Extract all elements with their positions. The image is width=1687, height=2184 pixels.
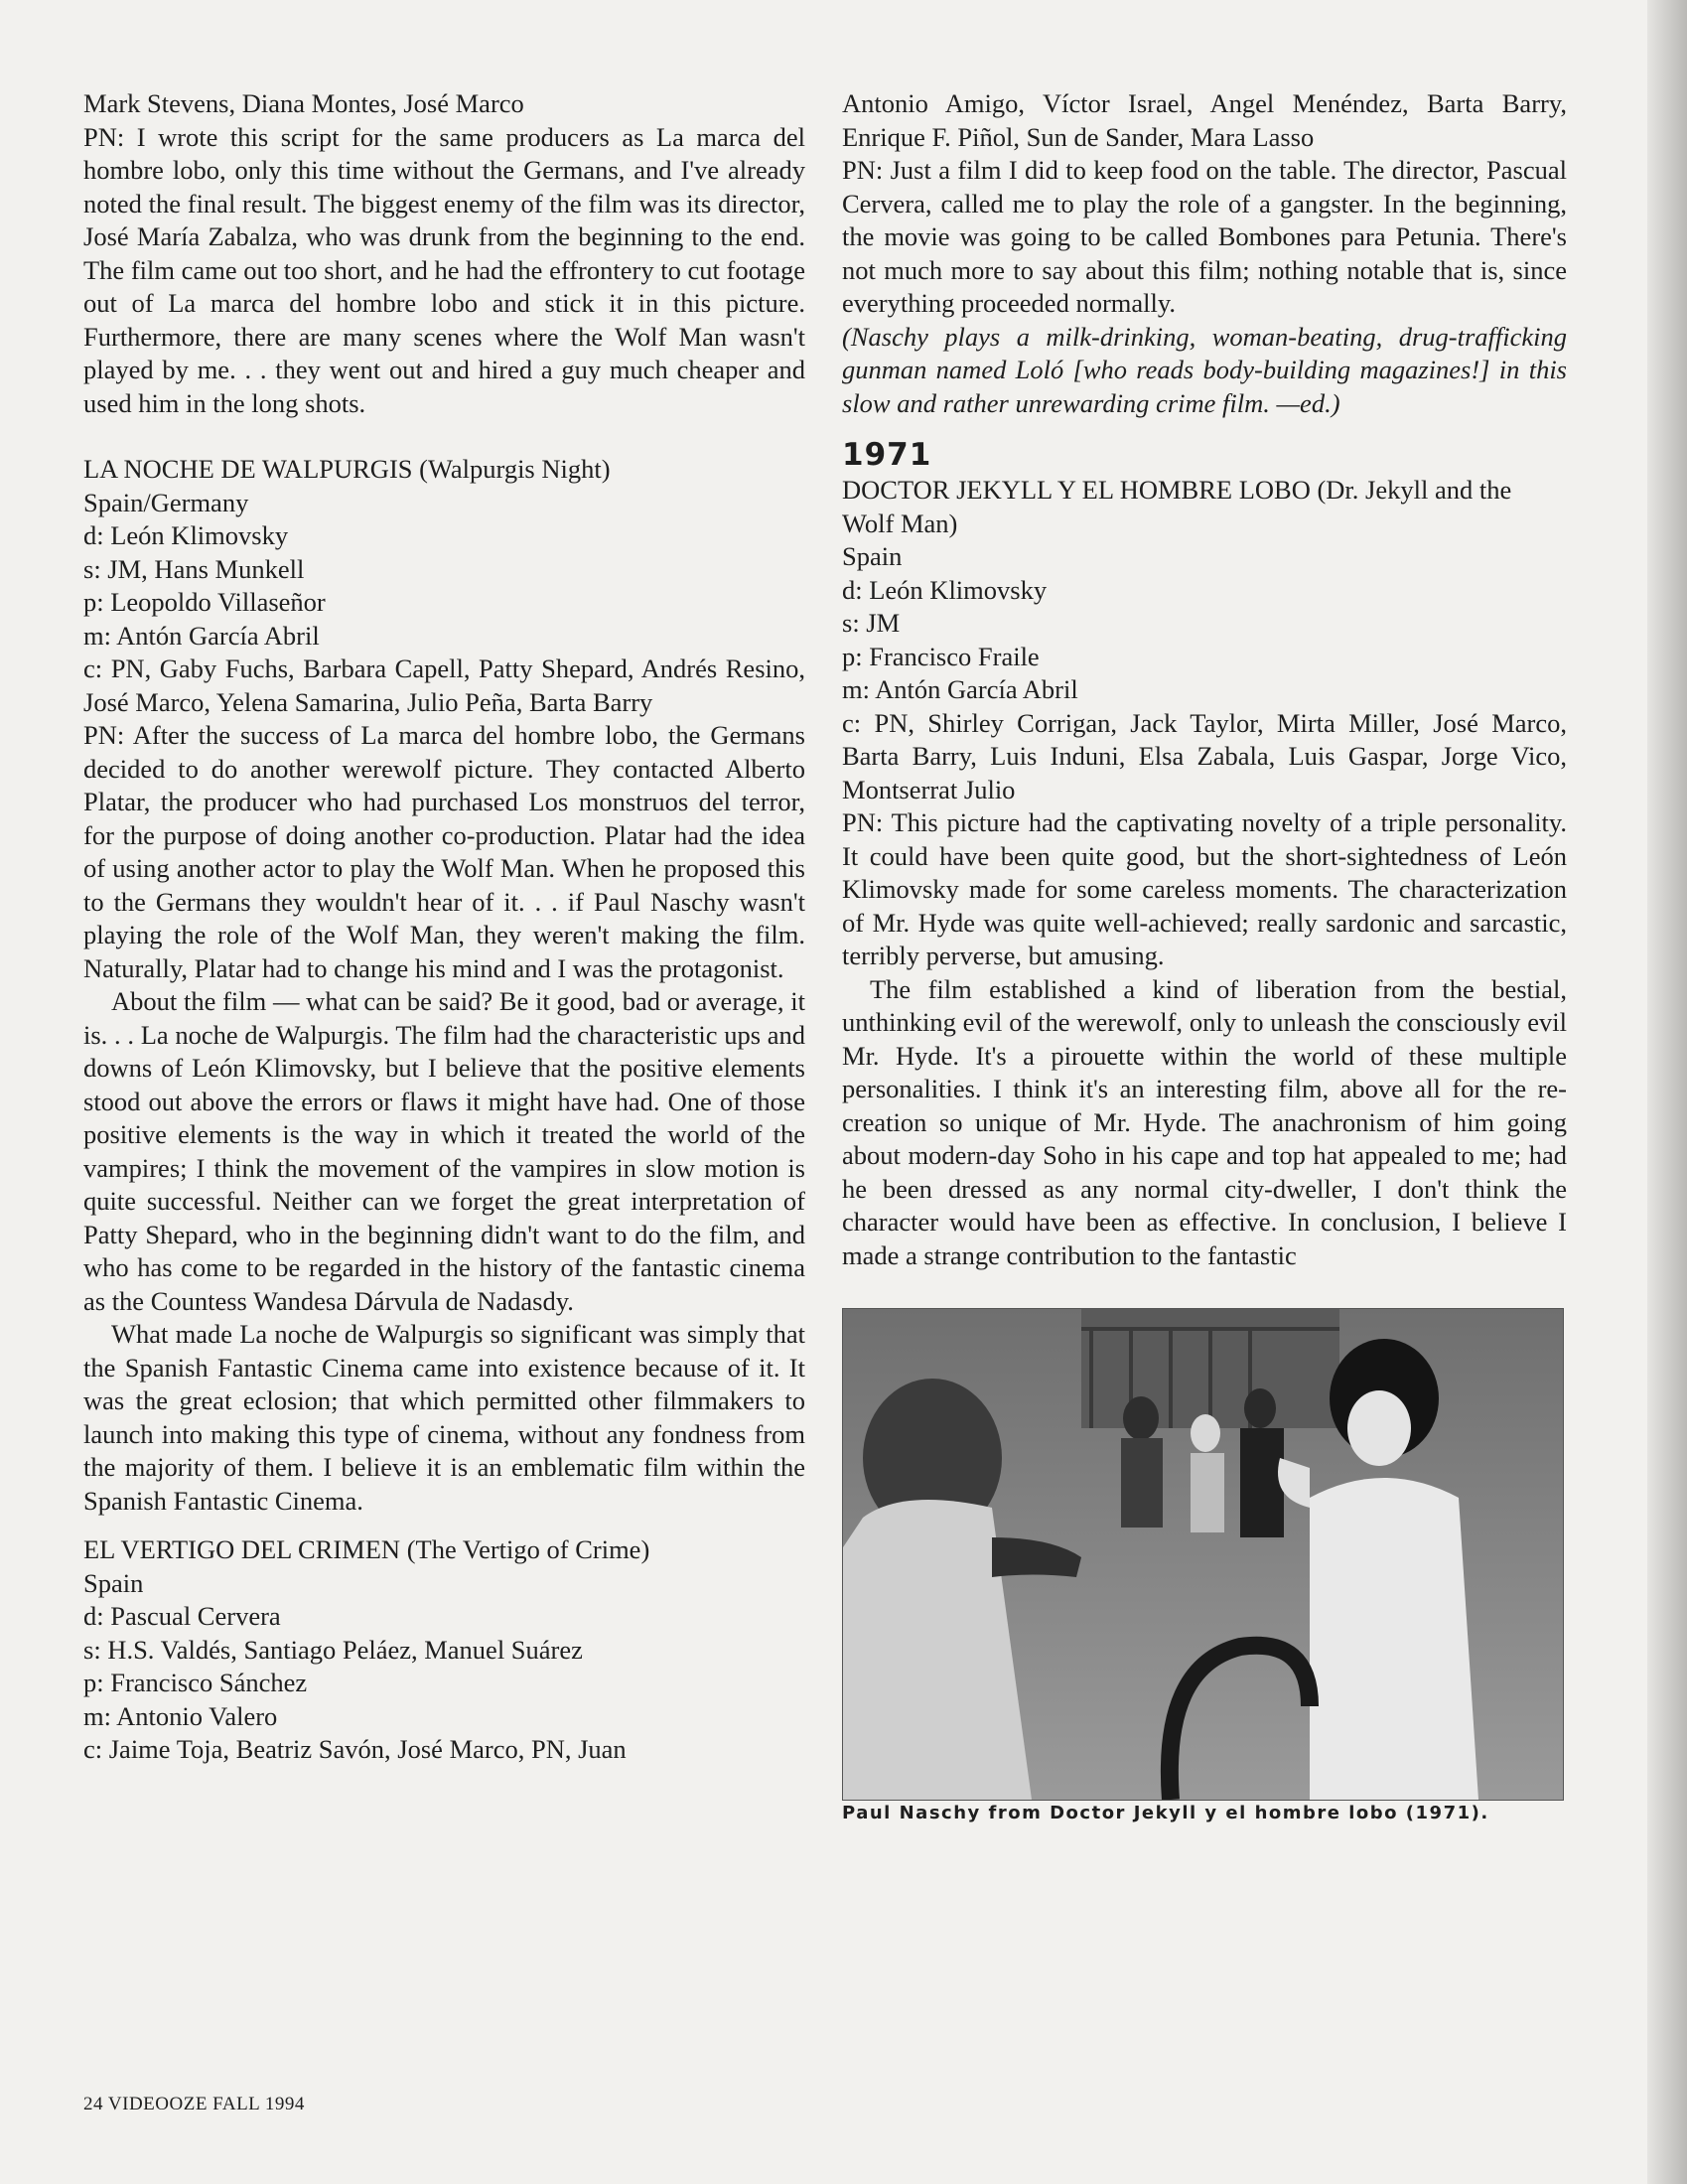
credit-music: m: Antón García Abril (83, 620, 320, 651)
credit-producer: p: Leopoldo Villaseñor (83, 587, 326, 617)
credit-cast: c: PN, Shirley Corrigan, Jack Taylor, Mirta Miller, José Marco, Barta Barry, Luis Induni, Elsa Zabala, Luis Gaspar, Jorge Vico, Montserrat Julio (842, 707, 1567, 804)
film-title: DOCTOR JEKYLL Y EL HOMBRE LOBO (Dr. Jekyll and the Wolf Man) (842, 475, 1512, 538)
editor-note: (Naschy plays a milk-drinking, woman-beating, drug-trafficking gunman named Loló [who reads body-building magazines!] in this slow and rather unrewarding crime film. —ed.) (842, 321, 1567, 418)
cast-continuation: Mark Stevens, Diana Montes, José Marco (83, 88, 524, 118)
page-footer: 24 VIDEOOZE FALL 1994 (83, 2094, 305, 2114)
year-heading: 1971 (842, 437, 932, 473)
paragraph: PN: After the success of La marca del hombre lobo, the Germans decided to do another werewolf picture. They contacted Alberto Platar, the producer who had purchased Los monstruos del terror, for the purpose of doing another co-production. Platar had the idea of using another actor to play the Wolf Man. When he proposed this to the Germans they wouldn't hear of it. . . if Paul Naschy wasn't playing the role of the Wolf Man, they weren't making the film. Naturally, Platar had to change his mind and I was the protagonist. (83, 720, 805, 983)
credit-script: s: JM (842, 608, 901, 638)
film-country: Spain/Germany (83, 487, 249, 517)
credit-director: d: León Klimovsky (83, 520, 289, 550)
credit-music: m: Antón García Abril (842, 674, 1078, 704)
credit-director: d: Pascual Cervera (83, 1601, 281, 1631)
credit-cast: c: Jaime Toja, Beatriz Savón, José Marco, PN, Juan (83, 1734, 627, 1764)
credit-producer: p: Francisco Sánchez (83, 1668, 308, 1697)
film-title: LA NOCHE DE WALPURGIS (Walpurgis Night) (83, 454, 611, 484)
paragraph: PN: This picture had the captivating novelty of a triple personality. It could have been quite good, but the short-sightedness of León Klimovsky made for some careless moments. The characterization of Mr. Hyde was quite well-achieved; really sardonic and sarcastic, terribly perverse, but amusing. (842, 807, 1567, 970)
credit-director: d: León Klimovsky (842, 574, 1048, 605)
credit-script: s: H.S. Valdés, Santiago Peláez, Manuel Suárez (83, 1634, 583, 1665)
paragraph: PN: I wrote this script for the same producers as La marca del hombre lobo, only this time without the Germans, and I've already noted the final result. The biggest enemy of the film was its director, José María Zabalza, who was drunk from the beginning to the end. The film came out too short, and he had the effrontery to cut footage out of La marca del hombre lobo and stick it in this picture. Furthermore, there are many scenes where the Wolf Man wasn't played by me. . . they went out and hired a guy much cheaper and used him in the long shots. (83, 121, 805, 418)
film-title: EL VERTIGO DEL CRIMEN (The Vertigo of Crime) (83, 1534, 650, 1564)
credit-cast: c: PN, Gaby Fuchs, Barbara Capell, Patty Shepard, Andrés Resino, José Marco, Yelena Samarina, Julio Peña, Barta Barry (83, 654, 805, 717)
cast-continuation: Antonio Amigo, Víctor Israel, Angel Menéndez, Barta Barry, Enrique F. Piñol, Sun de Sander, Mara Lasso (842, 88, 1567, 152)
credit-script: s: JM, Hans Munkell (83, 553, 305, 584)
page-edge-shadow (1647, 0, 1687, 2184)
paragraph: The film established a kind of liberation from the bestial, unthinking evil of the werewolf, only to unleash the consciously evil Mr. Hyde. It's a pirouette within the world of these multiple personalities. I think it's an interesting film, above all for the re-creation so unique of Mr. Hyde. The anachronism of him going about modern-day Soho in his cape and top hat appealed to me; had he been dressed as any normal city-dweller, I don't think the character would have been as effective. In conclusion, I believe I made a strange contribution to the fantastic (842, 973, 1567, 1270)
film-country: Spain (842, 541, 903, 571)
paragraph: What made La noche de Walpurgis so significant was simply that the Spanish Fantastic Cinema came into existence because of it. It was the great eclosion; that which permitted other filmmakers to launch into making this type of cinema, without any fondness from the majority of them. I believe it is an emblematic film within the Spanish Fantastic Cinema. (83, 1319, 805, 1516)
photo-caption: Paul Naschy from Doctor Jekyll y el hombre lobo (1971). (842, 1803, 1489, 1823)
film-still-photo (842, 1308, 1564, 1801)
paragraph: About the film — what can be said? Be it good, bad or average, it is. . . La noche de Walpurgis. The film had the characteristic ups and downs of León Klimovsky, but I believe that the positive elements stood out above the errors or flaws it might have had. One of those positive elements is the way in which it treated the world of the vampires; I think the movement of the vampires in slow motion is quite successful. Neither can we forget the great interpretation of Patty Shepard, who in the beginning didn't want to do the film, and who has come to be regarded in the history of the fantastic cinema as the Countess Wandesa Dárvula de Nadasdy. (83, 986, 805, 1316)
credit-producer: p: Francisco Fraile (842, 641, 1040, 671)
film-country: Spain (83, 1567, 144, 1598)
credit-music: m: Antonio Valero (83, 1700, 278, 1731)
left-column (83, 87, 805, 1767)
paragraph: PN: Just a film I did to keep food on the table. The director, Pascual Cervera, called me to play the role of a gangster. In the beginning, the movie was going to be called Bombones para Petunia. There's not much more to say about this film; nothing notable that is, since everything proceeded normally. (842, 155, 1567, 318)
right-column (842, 87, 1567, 1826)
